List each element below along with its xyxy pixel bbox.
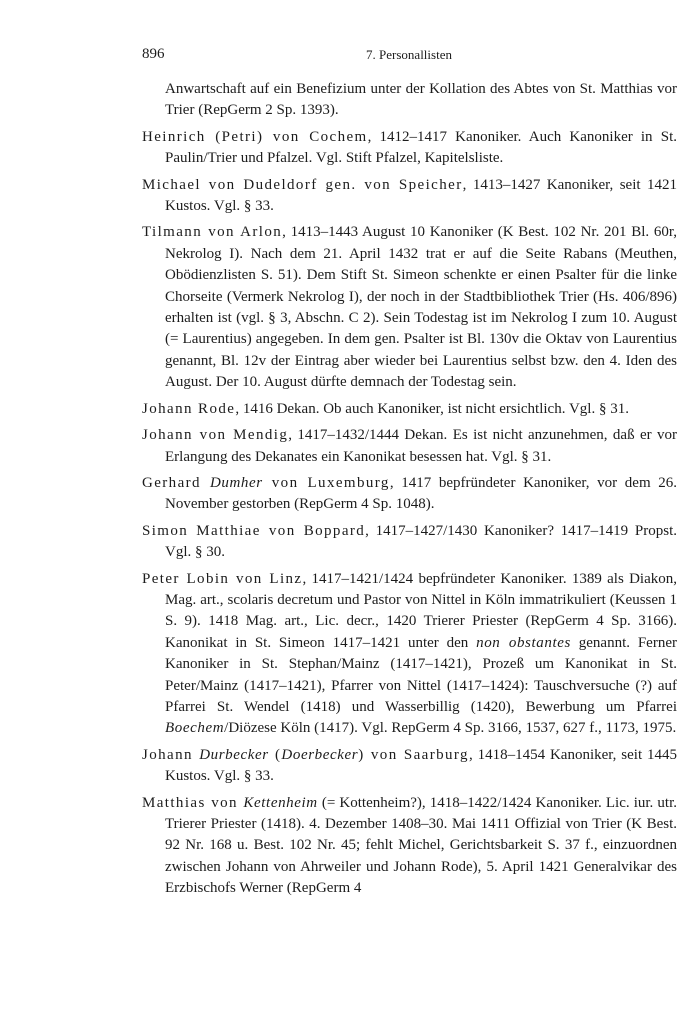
- person-name: Johann Rode: [142, 400, 236, 417]
- list-entry: [142, 127, 677, 170]
- entry-text: , 1416 Dekan. Ob auch Kanoniker, ist nicht ersichtlich. Vgl. § 31.: [235, 400, 629, 417]
- list-entry: [142, 745, 677, 788]
- list-entry: [142, 521, 677, 564]
- person-name-italic: Durbecker: [199, 746, 269, 763]
- person-name: Peter Lobin von Linz: [142, 570, 303, 587]
- person-name: Gerhard: [142, 474, 210, 491]
- entry-text: , 1418–1454 Kanoniker, seit 1445 Kustos. Vgl. § 33.: [165, 746, 678, 785]
- person-name-italic: Dumher: [209, 474, 263, 491]
- list-entry: [142, 425, 677, 468]
- person-name: Simon Matthiae von Boppard: [142, 522, 366, 539]
- list-entry: [142, 175, 677, 218]
- person-name: Matthias von: [142, 794, 244, 811]
- list-entry: [142, 569, 677, 740]
- page-header: [142, 46, 676, 66]
- list-entry-continuation: [142, 79, 677, 122]
- person-name: Heinrich (Petri) von Cochem: [142, 128, 368, 145]
- person-name-italic: Doerbecker: [281, 746, 359, 763]
- person-name: Michael von Dudeldorf gen. von Speicher: [142, 176, 463, 193]
- person-name: Johann: [142, 746, 200, 763]
- entry-text: Anwartschaft auf ein Benefizium unter der Kollation des Abtes von St. Matthias vor Trier (RepGerm 2 Sp. 1393).: [165, 81, 677, 119]
- italic-term: Boechem: [165, 720, 225, 737]
- entry-text: , 1417 bepfründeter Kanoniker, vor dem 26. November gestorben (RepGerm 4 Sp. 1048).: [165, 474, 677, 513]
- list-entry: [142, 793, 677, 900]
- list-entry: [142, 222, 677, 393]
- person-name: Johann von Mendig: [142, 427, 289, 444]
- entry-text: genannt. Ferner Kanoniker in St. Stephan/Mainz (1417–1421), Prozeß um Kanonikat in St. Peter/Mainz (1417–1421), Pfarrer von Nittel (1417–1424): Tauschversuche (?) auf Pfarrei St. Wendel (1418) und Wasserbillig (1420), Bewerbung um Pfarrei: [165, 634, 677, 715]
- person-name-italic: Kettenheim: [243, 794, 318, 811]
- entry-text: , 1412–1417 Kanoniker. Auch Kanoniker in St. Paulin/Trier und Pfalzel. Vgl. Stift Pfalzel, Kapitelsliste.: [165, 128, 677, 167]
- italic-term: non obstantes: [476, 634, 571, 651]
- list-entry: [142, 473, 677, 516]
- person-name: (: [268, 746, 282, 763]
- entry-text: , 1413–1427 Kanoniker, seit 1421 Kustos. Vgl. § 33.: [165, 176, 678, 215]
- person-name: von Luxemburg: [262, 474, 390, 491]
- person-name: Tilmann von Arlon: [142, 224, 283, 241]
- personnel-list: [142, 79, 677, 905]
- entry-text: , 1417–1427/1430 Kanoniker? 1417–1419 Propst. Vgl. § 30.: [165, 522, 677, 561]
- entry-text: , 1413–1443 August 10 Kanoniker (K Best. 102 Nr. 201 Bl. 60r, Nekrolog I). Nach dem 21. April 1432 trat er auf die Seite Rabans (Meuthen, Obödienzlisten S. 51). Dem Stift St. Simeon schenkte er einen Psalter für die linke Chorseite (Vermerk Nekrolog I), der noch in der Stadtbibliothek Trier (Hs. 406/896) erhalten ist (vgl. § 3, Abschn. C 2). Sein Todestag ist im Nekrolog I zum 10. August (= Laurentius) angegeben. In dem gen. Psalter ist Bl. 130v die Oktav von Laurentius genannt, Bl. 12v der Eintrag aber wieder bei Laurentius selbst bzw. den 4. Iden des August. Der 10. August dürfte demnach der Todestag sein.: [165, 224, 677, 391]
- entry-text: /Diözese Köln (1417). Vgl. RepGerm 4 Sp. 3166, 1537, 627 f., 1173, 1975.: [224, 720, 677, 737]
- entry-text: (= Kottenheim?), 1418–1422/1424 Kanoniker. Lic. iur. utr. Trierer Priester (1418). 4. Dezember 1408–30. Mai 1411 Offizial von Trier (K Best. 92 Nr. 168 u. Best. 102 Nr. 45; fehlt Michel, Gerichtsbarkeit S. 37 f., einzuordnen zwischen Johann von Ahrweiler und Johann Rode), 5. April 1421 Generalvikar des Erzbischofs Werner (RepGerm 4: [165, 794, 677, 897]
- running-title: 7. Personallisten: [366, 47, 452, 62]
- entry-text: , 1417–1432/1444 Dekan. Es ist nicht anzunehmen, daß er vor Erlangung des Dekanates ein Kanonikat besessen hat. Vgl. § 31.: [165, 427, 677, 465]
- page-number: 896: [142, 46, 165, 62]
- list-entry: [142, 399, 677, 420]
- entry-text: , 1417–1421/1424 bepfründeter Kanoniker. 1389 als Diakon, Mag. art., scolaris decretum und Pastor von Nittel in Köln immatrikuliert (Keussen 1 S. 9). 1418 Mag. art., Lic. decr., 1420 Trierer Priester (RepGerm 4 Sp. 3166). Kanonikat in St. Simeon 1417–1421 unter den: [165, 570, 677, 651]
- person-name: ) von Saarburg: [358, 746, 469, 763]
